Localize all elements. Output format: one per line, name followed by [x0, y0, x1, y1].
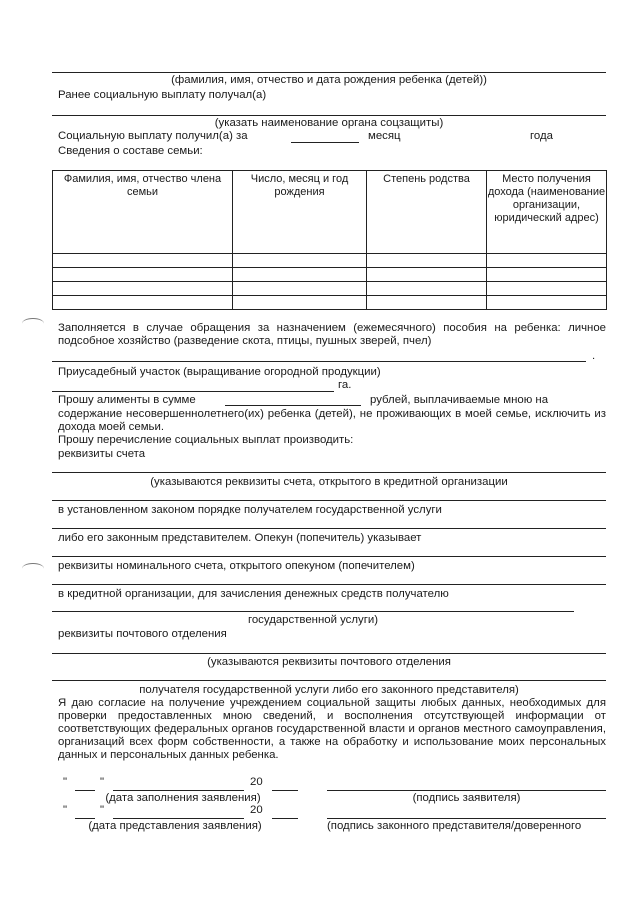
alimony-label: Прошу алименты в сумме	[58, 394, 196, 406]
account-line[interactable]	[52, 472, 606, 473]
credit-org-label: в кредитной организации, для зачисления денежных средств получателю	[58, 588, 449, 600]
authority-caption: (указать наименование органа соцзащиты)	[214, 117, 444, 129]
fill-day-field[interactable]	[75, 790, 95, 791]
fill-year-prefix: 20	[250, 776, 263, 788]
fill-month-field[interactable]	[113, 790, 244, 791]
alimony-rubles-label: рублей, выплачиваемые мною на	[370, 394, 549, 406]
authority-line[interactable]	[52, 115, 606, 116]
fill-year-field[interactable]	[272, 790, 298, 791]
table-row	[53, 254, 607, 268]
submit-day-field[interactable]	[75, 818, 95, 819]
table-cell[interactable]	[233, 282, 367, 296]
table-row	[53, 268, 607, 282]
table-cell[interactable]	[487, 254, 607, 268]
table-cell[interactable]	[53, 268, 233, 282]
hectare-label: га.	[338, 379, 352, 391]
fill-date-caption: (дата заполнения заявления)	[105, 792, 261, 804]
table-cell[interactable]	[487, 268, 607, 282]
punch-mark	[22, 318, 44, 329]
submit-year-field[interactable]	[272, 818, 298, 819]
account-line[interactable]	[52, 556, 606, 557]
consent-paragraph: Я даю согласие на получение учреждением социальной защиты любых данных, необходимых для проверки предоставленных мною сведений, и восполнения отсутствующей информации от соответствующих федеральных органов государственной власти и органов местного самоуправления, организаций всех форм собственности, а также на обработку и использование моих персональных данных и персональных данных ребенка.	[58, 697, 606, 761]
punch-mark	[22, 563, 44, 574]
month-field[interactable]	[291, 142, 359, 143]
farm-end-dot: .	[592, 350, 596, 362]
plot-line[interactable]	[52, 391, 334, 392]
farm-paragraph: Заполняется в случае обращения за назначением (ежемесячного) пособия на ребенка: личное подсобное хозяйство (разведение скота, птицы, пушных зверей, пчел)	[58, 322, 606, 347]
table-cell[interactable]	[367, 282, 487, 296]
quote-mark: "	[63, 776, 68, 788]
postal-details-label: реквизиты почтового отделения	[58, 628, 227, 640]
plot-label: Приусадебный участок (выращивание огородной продукции)	[58, 366, 381, 378]
submit-year-prefix: 20	[250, 804, 263, 816]
rep-signature-field[interactable]	[327, 818, 606, 819]
alimony-amount-field[interactable]	[225, 405, 361, 406]
table-cell[interactable]	[487, 282, 607, 296]
table-cell[interactable]	[367, 296, 487, 310]
applicant-signature-field[interactable]	[327, 790, 606, 791]
col-header-name: Фамилия, имя, отчество члена семьи	[53, 171, 233, 254]
postal-caption: (указываются реквизиты почтового отделения	[207, 656, 451, 668]
table-cell[interactable]	[53, 254, 233, 268]
family-table	[52, 170, 607, 310]
table-row	[53, 296, 607, 310]
postal-line[interactable]	[52, 653, 606, 654]
account-line[interactable]	[52, 611, 574, 612]
account-details-label: реквизиты счета	[58, 448, 146, 460]
child-info-caption: (фамилия, имя, отчество и дата рождения ребенка (детей))	[171, 74, 487, 86]
col-header-income-place: Место получения дохода (наименование организации, юридический адрес)	[487, 171, 607, 254]
account-line[interactable]	[52, 584, 606, 585]
month-label: месяц	[368, 130, 401, 142]
quote-mark: "	[100, 804, 105, 816]
table-cell[interactable]	[367, 268, 487, 282]
table-cell[interactable]	[367, 254, 487, 268]
table-cell[interactable]	[233, 254, 367, 268]
table-cell[interactable]	[53, 296, 233, 310]
col-header-birthdate: Число, месяц и год рождения	[233, 171, 367, 254]
quote-mark: "	[63, 804, 68, 816]
family-table-header	[53, 171, 607, 254]
account-line[interactable]	[52, 528, 606, 529]
rep-sign-caption: (подпись законного представителя/доверенного	[327, 820, 582, 832]
quote-mark: "	[100, 776, 105, 788]
submit-month-field[interactable]	[113, 818, 244, 819]
recipient-caption: получателя государственной услуги либо его законного представителя)	[139, 684, 519, 696]
state-service-caption: государственной услуги)	[247, 614, 379, 626]
payment-received-label: Социальную выплату получил(а) за	[58, 130, 248, 142]
nominal-account-label: реквизиты номинального счета, открытого опекуном (попечителем)	[58, 560, 415, 572]
submit-date-caption: (дата представления заявления)	[88, 820, 262, 832]
prev-payment-label: Ранее социальную выплату получал(а)	[58, 89, 267, 101]
account-caption: (указываются реквизиты счета, открытого в кредитной организации	[150, 476, 508, 488]
alimony-paragraph: содержание несовершеннолетнего(их) ребенка (детей), не проживающих в моей семье, исключить из дохода моей семьи.	[58, 408, 606, 433]
col-header-relation: Степень родства	[367, 171, 487, 254]
account-line[interactable]	[52, 500, 606, 501]
table-cell[interactable]	[487, 296, 607, 310]
table-cell[interactable]	[53, 282, 233, 296]
family-info-label: Сведения о составе семьи:	[58, 145, 203, 157]
established-order-label: в установленном законом порядке получателем государственной услуги	[58, 504, 442, 516]
year-label: года	[530, 130, 553, 142]
applicant-sign-caption: (подпись заявителя)	[412, 792, 521, 804]
transfer-request-label: Прошу перечисление социальных выплат производить:	[58, 434, 354, 446]
child-info-line[interactable]	[52, 72, 606, 73]
table-cell[interactable]	[233, 296, 367, 310]
legal-rep-label: либо его законным представителем. Опекун (попечитель) указывает	[58, 532, 422, 544]
postal-line[interactable]	[52, 680, 606, 681]
table-cell[interactable]	[233, 268, 367, 282]
table-row	[53, 282, 607, 296]
farm-line[interactable]	[52, 361, 586, 362]
